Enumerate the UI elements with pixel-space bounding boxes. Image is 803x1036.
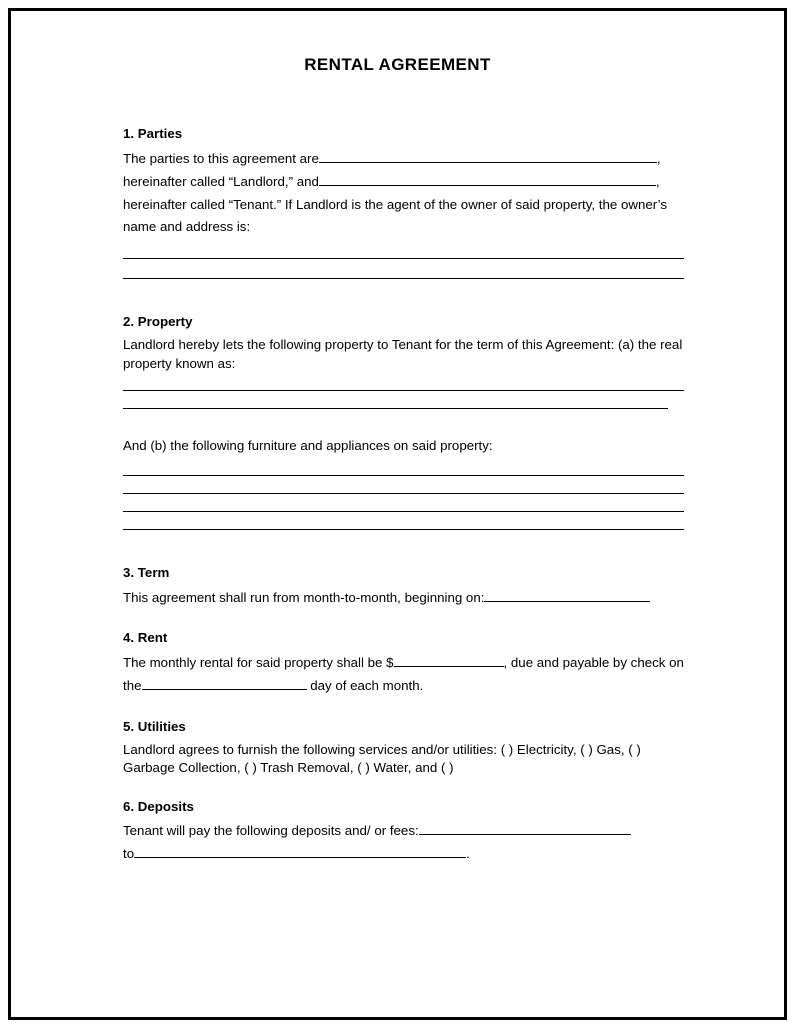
deposits-line-1 [123, 820, 684, 843]
parties-line-1 [123, 148, 684, 171]
parties-line-4: name and address is: [123, 219, 251, 235]
rent-amount-blank[interactable] [394, 654, 504, 668]
deposits-line-2 [123, 843, 684, 866]
rent-text-part-3: day of each month. [310, 678, 424, 694]
property-paragraph-b: And (b) the following furniture and appliances on said property: [123, 437, 493, 453]
utilities-text: Landlord agrees to furnish the following services and/or utilities: ( ) Electricity, ( ) Gas, ( ) Garbage Collection, ( ) Trash Removal, ( ) Water, and ( ) [123, 741, 641, 776]
section-heading-deposits: 6. Deposits [123, 798, 194, 814]
rent-text-part-1: The monthly rental for said property shall be $ [123, 655, 394, 671]
parties-write-line-1[interactable] [123, 258, 684, 259]
property-write-line-b3[interactable] [123, 511, 684, 512]
term-blank[interactable] [484, 588, 650, 602]
section-heading-term: 3. Term [123, 564, 170, 580]
deposits-blank-2[interactable] [134, 845, 466, 859]
deposits-text-part-3: . [466, 846, 470, 862]
section-parties [123, 123, 684, 279]
document-body [123, 123, 684, 866]
section-utilities [123, 716, 684, 778]
page-title: RENTAL AGREEMENT [304, 55, 491, 74]
rent-text-part-2: , due and payable by check on the [123, 655, 684, 694]
document-sheet [11, 11, 784, 1017]
parties-text-2: hereinafter called “Landlord,” and [123, 173, 319, 189]
term-text-label: This agreement shall run from month-to-month, beginning on: [123, 589, 485, 605]
rent-text [123, 652, 684, 698]
parties-comma-1: , [656, 150, 661, 166]
property-write-line-b4[interactable] [123, 529, 684, 530]
parties-comma-2: , [655, 173, 660, 189]
parties-blank-lines [123, 258, 684, 279]
section-heading-property: 2. Property [123, 314, 193, 330]
property-write-line-a1[interactable] [123, 390, 684, 391]
parties-text-1: The parties to this agreement are [123, 150, 319, 166]
section-heading-rent: 4. Rent [123, 630, 168, 646]
section-deposits [123, 796, 684, 867]
property-blank-lines-a [123, 390, 684, 409]
property-write-line-b1[interactable] [123, 475, 684, 476]
parties-line-3: hereinafter called “Tenant.” If Landlord is the agent of the owner of said property, the owner’s [123, 196, 668, 212]
section-rent [123, 627, 684, 698]
property-blank-lines-b [123, 475, 684, 530]
parties-blank-2[interactable] [319, 172, 656, 186]
parties-line-2 [123, 171, 684, 194]
term-text [123, 587, 684, 610]
section-property [123, 311, 684, 529]
deposits-text-part-1: Tenant will pay the following deposits and/ or fees: [123, 823, 419, 839]
deposits-text-part-2: to [123, 846, 135, 862]
parties-write-line-2[interactable] [123, 278, 684, 279]
section-term [123, 562, 684, 610]
deposits-blank-1[interactable] [419, 822, 631, 836]
section-heading-utilities: 5. Utilities [123, 719, 186, 734]
section-heading-parties: 1. Parties [123, 126, 183, 141]
property-paragraph-a: Landlord hereby lets the following property to Tenant for the term of this Agreement: (a) the real property known as: [123, 337, 683, 371]
parties-blank-1[interactable] [319, 149, 657, 163]
rent-day-blank[interactable] [142, 677, 307, 691]
property-write-line-b2[interactable] [123, 493, 684, 494]
page-border [8, 8, 787, 1020]
